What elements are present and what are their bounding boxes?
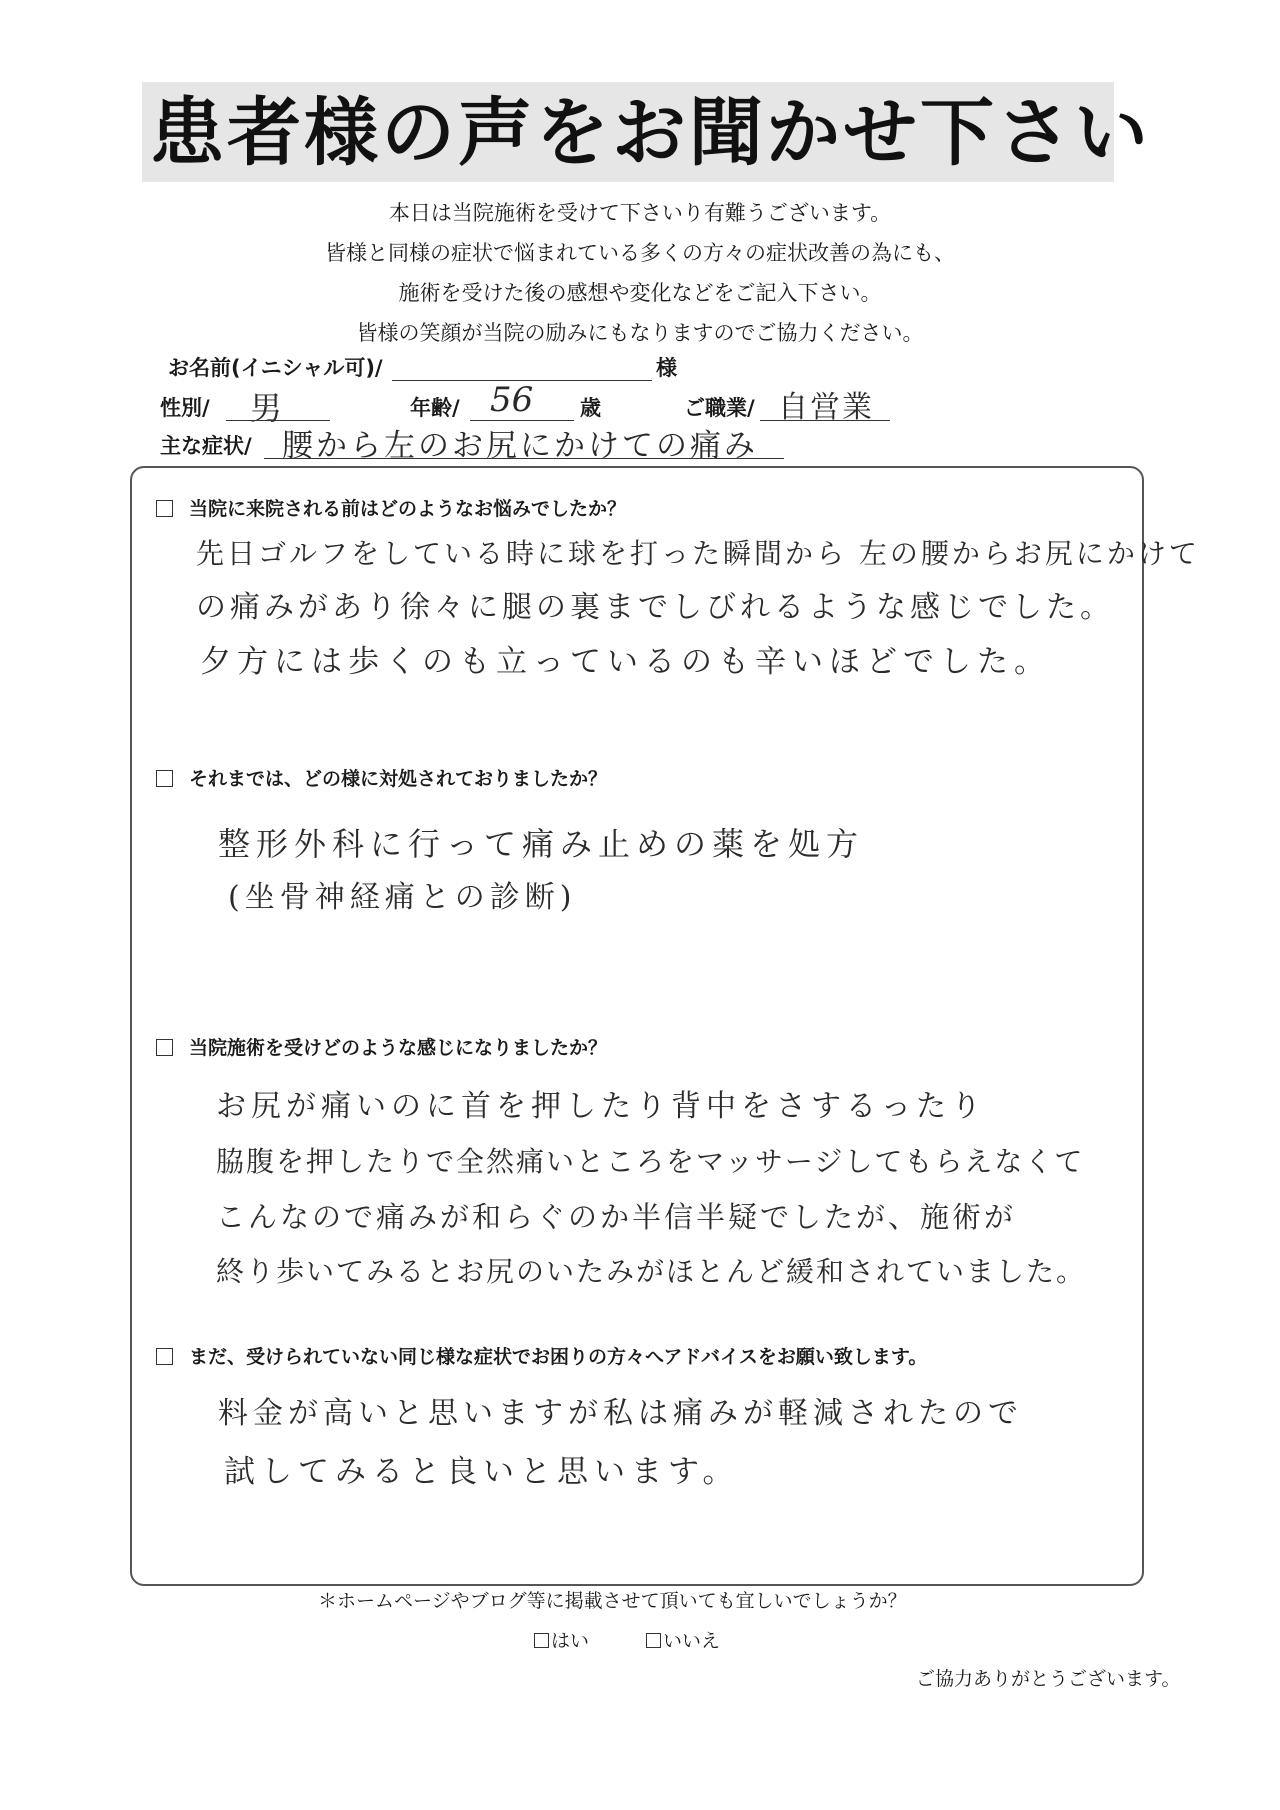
intro-line-1: 本日は当院施術を受けて下さいり有難うございます。 — [388, 201, 892, 225]
name-suffix: 様 — [656, 356, 677, 380]
question-3 — [156, 1035, 607, 1061]
intro-line-2: 皆様と同様の症状で悩まれている多くの方々の症状改善の為にも、 — [325, 241, 955, 265]
answer-3-line-4: 終り歩いてみるとお尻のいたみがほとんど緩和されていました。 — [216, 1255, 1087, 1288]
answer-1-line-1: 先日ゴルフをしている時に球を打った瞬間から 左の腰からお尻にかけて — [196, 537, 1200, 570]
option-yes[interactable] — [534, 1628, 589, 1654]
question-checkbox — [156, 1039, 173, 1056]
question-checkbox — [156, 770, 173, 787]
option-yes-checkbox[interactable] — [534, 1633, 549, 1648]
option-no-label: いいえ — [663, 1630, 721, 1652]
symptom-label: 主な症状/ — [160, 434, 252, 458]
question-checkbox — [156, 500, 173, 517]
age-label: 年齢/ — [410, 396, 460, 420]
answer-1-line-2: の痛みがあり徐々に腿の裏までしびれるような感じでした。 — [196, 590, 1114, 625]
answer-4-line-1: 料金が高いと思いますが私は痛みが軽減されたので — [218, 1396, 1023, 1431]
question-1-text: 当院に来院される前はどのようなお悩みでしたか？ — [189, 498, 627, 520]
option-no-checkbox[interactable] — [646, 1633, 661, 1648]
symptom-underline — [264, 458, 784, 459]
answer-2-line-1: 整形外科に行って痛み止めの薬を処方 — [218, 825, 865, 863]
page-title: 患者様の声をお聞かせ下さい — [150, 90, 1151, 176]
job-value: 自営業 — [778, 390, 874, 425]
option-yes-label: はい — [551, 1630, 590, 1652]
age-value: 56 — [490, 380, 534, 420]
question-1 — [156, 496, 626, 522]
question-2 — [156, 766, 607, 792]
job-underline — [760, 420, 890, 421]
question-checkbox — [156, 1348, 173, 1365]
permission-question: ＊ホームページやブログ等に掲載させて頂いても宜しいでしょうか？ — [318, 1590, 907, 1612]
answer-3-line-2: 脇腹を押したりで全然痛いところをマッサージしてもらえなくて — [216, 1145, 1085, 1178]
answer-2-line-2: (坐骨神経痛との診断) — [228, 880, 577, 915]
name-label: お名前(イニシャル可)/ — [168, 356, 383, 380]
answer-3-line-1: お尻が痛いのに首を押したり背中をさするったり — [216, 1089, 986, 1124]
option-no[interactable] — [646, 1628, 720, 1654]
symptom-value: 腰から左のお尻にかけての痛み — [282, 428, 758, 464]
intro-line-4: 皆様の笑顔が当院の励みにもなりますのでご協力ください。 — [356, 321, 924, 345]
age-suffix: 歳 — [580, 396, 601, 420]
answer-3-line-3: こんなので痛みが和らぐのか半信半疑でしたが、施術が — [216, 1200, 1017, 1234]
question-4 — [156, 1344, 927, 1370]
question-2-text: それまでは、どの様に対処されておりましたか？ — [189, 768, 608, 790]
gender-value: 男 — [250, 389, 283, 427]
question-3-text: 当院施術を受けどのような感じになりましたか？ — [189, 1037, 608, 1059]
question-4-text: まだ、受けられていない同じ様な症状でお困りの方々へアドバイスをお願い致します。 — [189, 1346, 928, 1368]
intro-line-3: 施術を受けた後の感想や変化などをご記入下さい。 — [398, 281, 882, 305]
answer-1-line-3: 夕方には歩くのも立っているのも辛いほどでした。 — [200, 644, 1051, 680]
job-label: ご職業/ — [684, 396, 755, 420]
answer-4-line-2: 試してみると良いと思います。 — [224, 1454, 740, 1490]
thanks-message: ご協力ありがとうございます。 — [916, 1668, 1181, 1690]
gender-label: 性別/ — [160, 396, 210, 420]
